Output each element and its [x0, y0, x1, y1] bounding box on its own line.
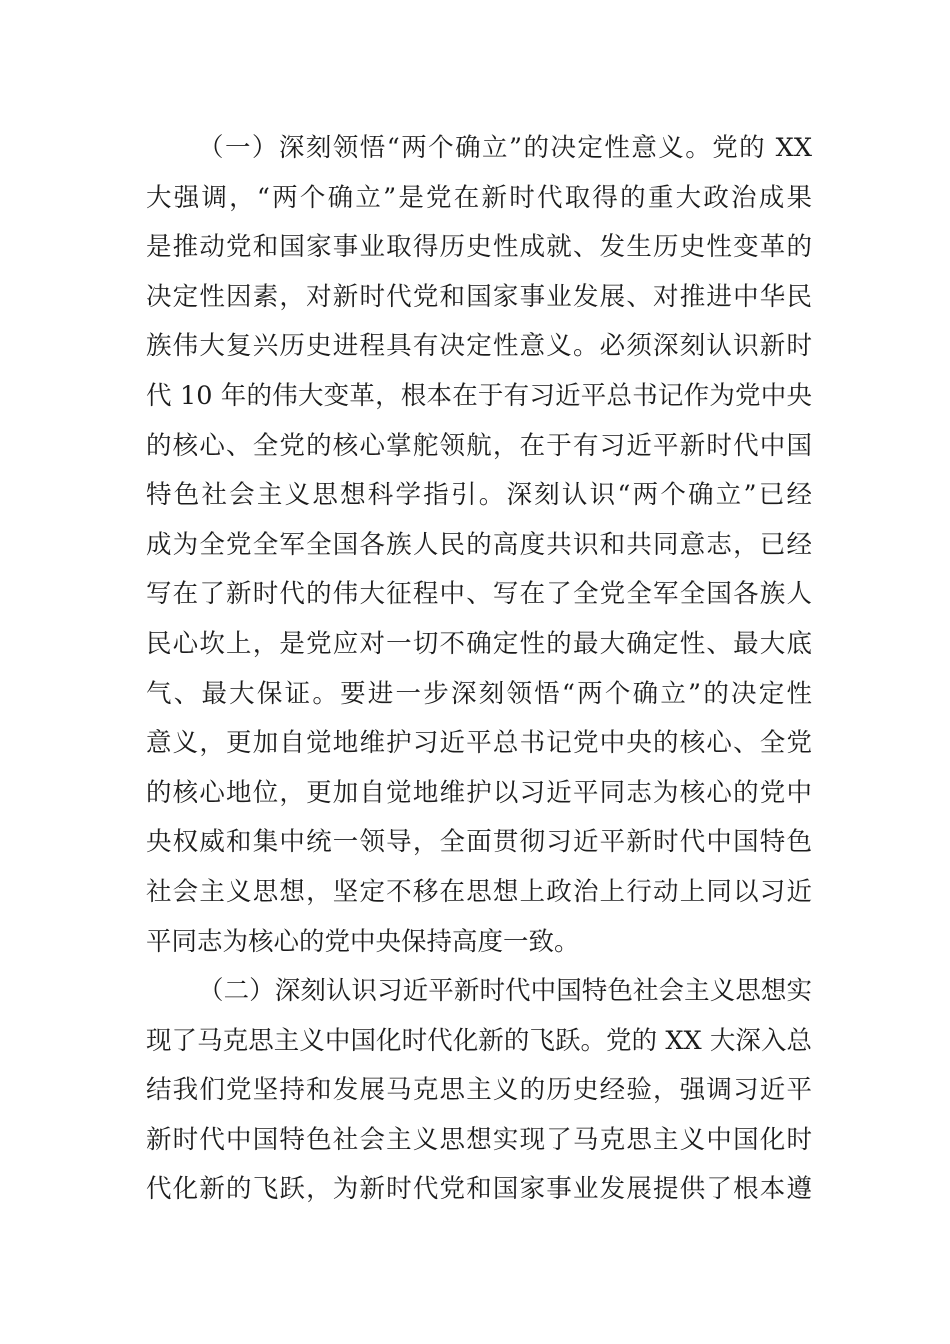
- text-line: 现了马克思主义中国化时代化新的飞跃。党的 XX 大深入总: [146, 1025, 812, 1056]
- text-line: 平同志为核心的党中央保持高度一致。: [146, 926, 580, 957]
- text-line: 代化新的飞跃，为新时代党和国家事业发展提供了根本遵: [146, 1174, 812, 1205]
- text-line: 代 10 年的伟大变革，根本在于有习近平总书记作为党中央: [146, 380, 812, 411]
- text-line: 社会主义思想，坚定不移在思想上政治上行动上同以习近: [146, 876, 812, 907]
- text-line: 央权威和集中统一领导，全面贯彻习近平新时代中国特色: [146, 827, 812, 858]
- text-line: （二）深刻认识习近平新时代中国特色社会主义思想实: [198, 976, 812, 1007]
- text-line: （一）深刻领悟“两个确立”的决定性意义。党的 XX: [198, 133, 812, 163]
- text-line: 结我们党坚持和发展马克思主义的历史经验，强调习近平: [146, 1075, 812, 1106]
- paragraph-2: [146, 967, 812, 1215]
- text-line: 写在了新时代的伟大征程中、写在了全党全军全国各族人: [146, 579, 812, 610]
- text-line: 决定性因素，对新时代党和国家事业发展、对推进中华民: [146, 281, 812, 312]
- text-line: 新时代中国特色社会主义思想实现了马克思主义中国化时: [146, 1124, 812, 1155]
- text-line: 成为全党全军全国各族人民的高度共识和共同意志，已经: [146, 529, 812, 560]
- text-line: 意义，更加自觉地维护习近平总书记党中央的核心、全党: [146, 728, 812, 759]
- paragraph-1: [146, 124, 812, 967]
- text-line: 大强调，“两个确立”是党在新时代取得的重大政治成果: [146, 182, 812, 213]
- text-line: 是推动党和国家事业取得历史性成就、发生历史性变革的: [146, 232, 812, 263]
- text-line: 气、最大保证。要进一步深刻领悟“两个确立”的决定性: [146, 678, 812, 709]
- text-line: 族伟大复兴历史进程具有决定性意义。必须深刻认识新时: [146, 331, 812, 362]
- text-line: 的核心、全党的核心掌舵领航，在于有习近平新时代中国: [146, 430, 812, 461]
- text-line: 的核心地位，更加自觉地维护以习近平同志为核心的党中: [146, 777, 812, 808]
- text-line: 民心坎上，是党应对一切不确定性的最大确定性、最大底: [146, 628, 812, 659]
- document-body: [146, 124, 812, 1215]
- text-line: 特色社会主义思想科学指引。深刻认识“两个确立”已经: [146, 480, 812, 511]
